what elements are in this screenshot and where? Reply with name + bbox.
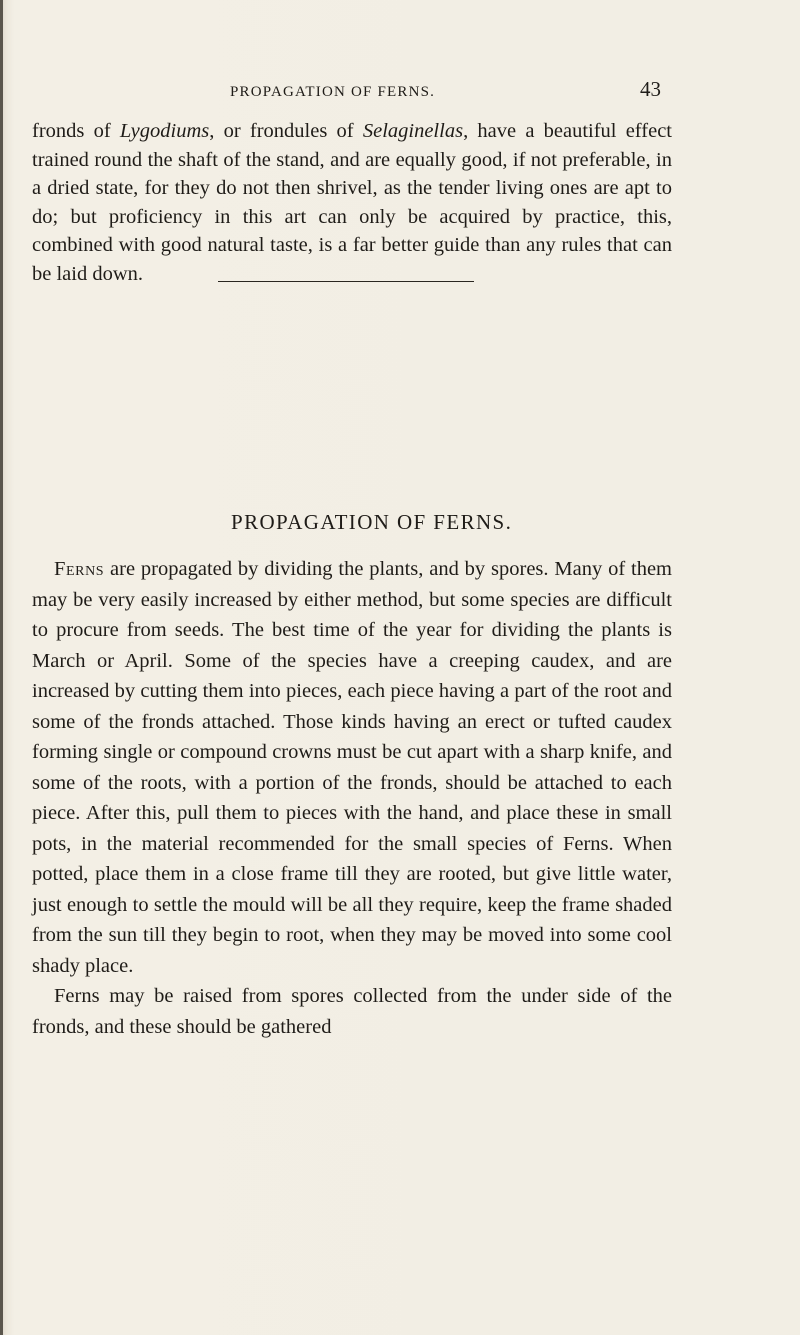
running-title: PROPAGATION OF FERNS.: [230, 84, 436, 100]
body-paragraph-1-text: are propagated by dividing the plants, and by spores. Many of them may be very easily increased by either method, but some species are difficult to procure from seeds. The best time of the year for dividing the plants is March or April. Some of the species have a creeping caudex, and are increased by cutting them into pieces, each piece having a part of the root and some of the fronds attached. Those kinds having an erect or tufted caudex forming single or compound crowns must be cut apart with a sharp knife, and some of the roots, with a portion of the fronds, should be attached to each piece. After this, pull them to pieces with the hand, and place these in small pots, in the material recommended for the small species of Ferns. When potted, place them in a close frame till they are rooted, but give little water, just enough to settle the mould will be all they require, keep the frame shaded from the sun till they begin to root, when they may be moved into some cool shady place.: [32, 558, 672, 977]
intro-text-start: fronds of: [32, 120, 120, 142]
section-body: [32, 554, 672, 1042]
intro-emphasis-lygodiums: Lygodiums: [119, 120, 210, 142]
intro-paragraph: [32, 117, 672, 289]
lead-word: Ferns: [54, 558, 105, 580]
page-binding-edge: [0, 0, 3, 1335]
section-heading: PROPAGATION OF FERNS.: [231, 510, 513, 534]
body-paragraph-2: Ferns may be raised from spores collected from the under side of the fronds, and these should be gathered: [32, 985, 672, 1038]
intro-text-mid: , or frondules of: [209, 120, 363, 142]
running-header: [0, 77, 800, 108]
intro-emphasis-selaginellas: Selaginellas: [362, 120, 464, 142]
page-number: 43: [640, 77, 661, 101]
section-divider-rule: [218, 281, 474, 282]
intro-text-rest: , have a beautiful effect trained round the shaft of the stand, and are equally good, if not preferable, in a dried state, for they do not then shrivel, as the tender living ones are apt to do; but proficiency in this art can only be acquired by practice, this, combined with good natural taste, is a far better guide than any rules that can be laid down.: [32, 120, 672, 285]
intro-text: [32, 117, 672, 289]
body-paragraph-1: [32, 554, 672, 981]
